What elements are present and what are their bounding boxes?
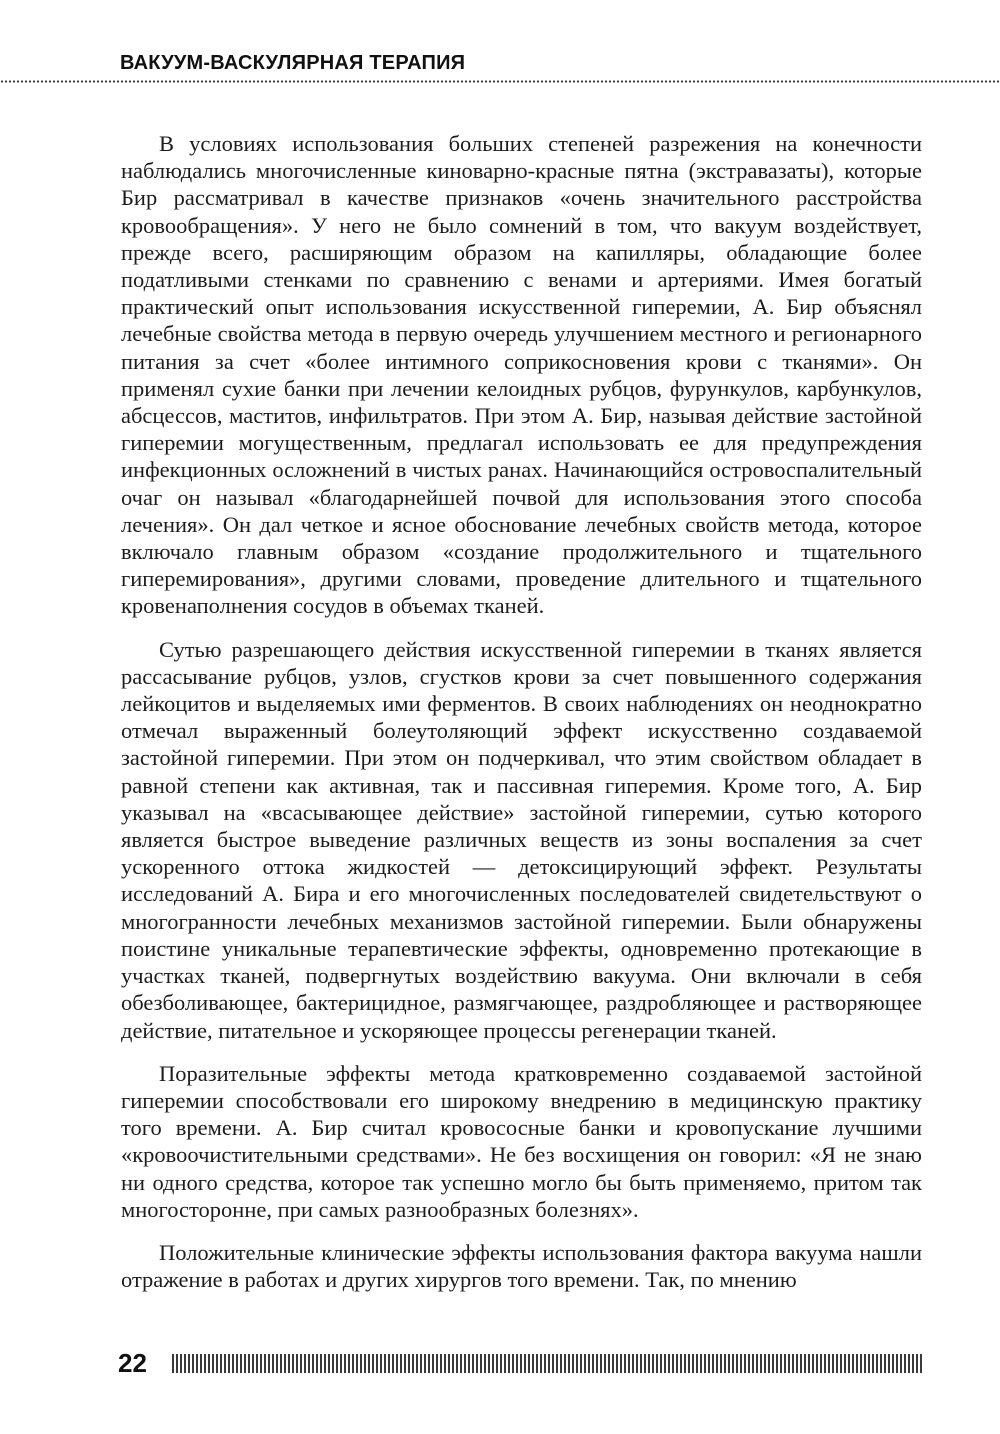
running-title: ВАКУУМ-ВАСКУЛЯРНАЯ ТЕРАПИЯ <box>120 52 466 74</box>
paragraph-3: Поразительные эффекты метода кратковременно создаваемой застойной гиперемии способствовали его широкому внедрению в медицинскую практику того времени. А. Бир считал кровососные банки и кровопускание лучшими «кровоочистительными средствами». Не без восхищения он говорил: «Я не знаю ни одного средства, которое так успешно могло бы быть применяемо, притом так многосторонне, при самых разнообразных болезнях». <box>121 1060 922 1222</box>
header-dotted-rule <box>0 80 1000 83</box>
paragraph-4: Положительные клинические эффекты использования фактора вакуума нашли отражение в работах и других хирургов того времени. Так, по мнению <box>121 1239 922 1293</box>
paragraph-1: В условиях использования больших степеней разрежения на конечности наблюдались многочисленные киноварно-красные пятна (экстравазаты), которые Бир рассматривал в качестве признаков «очень значительного расстройства кровообращения». У него не было сомнений в том, что вакуум воздействует, прежде всего, расширяющим образом на капилляры, обладающие более податливыми стенками по сравнению с венами и артериями. Имея богатый практический опыт использования искусственной гиперемии, А. Бир объяснял лечебные свойства метода в первую очередь улучшением местного и регионарного питания за счет «более интимного соприкосновения крови с тканями». Он применял сухие банки при лечении келоидных рубцов, фурункулов, карбункулов, абсцессов, маститов, инфильтратов. При этом А. Бир, называя действие застойной гиперемии могущественным, предлагал использовать ее для предупреждения инфекционных осложнений в чистых ранах. Начинающийся островоспалительный очаг он называл «благодарнейшей почвой для использования этого способа лечения». Он дал четкое и ясное обоснование лечебных свойств метода, которое включало главным образом «создание продолжительного и тщательного гиперемирования», другими словами, проведение длительного и тщательного кровенаполнения сосудов в объемах тканей. <box>121 131 922 619</box>
paragraph-2: Сутью разрешающего действия искусственной гиперемии в тканях является рассасывание рубцов, узлов, сгустков крови за счет повышенного содержания лейкоцитов и выделяемых ими ферментов. В своих наблюдениях он неоднократно отмечал выраженный болеутоляющий эффект искусственно создаваемой застойной гиперемии. При этом он подчеркивал, что этим свойством обладает в равной степени как активная, так и пассивная гиперемия. Кроме того, А. Бир указывал на «всасывающее действие» застойной гиперемии, сутью которого является быстрое выведение различных веществ из зоны воспаления за счет ускоренного оттока жидкостей — детоксицирующий эффект. Результаты исследований А. Бира и его многочисленных последователей свидетельствуют о многогранности лечебных механизмов застойной гиперемии. Были обнаружены поистине уникальные терапевтические эффекты, одновременно протекающие в участках тканей, подвергнутых воздействию вакуума. Они включали в себя обезболивающее, бактерицидное, размягчающее, раздробляющее и растворяющее действие, питательное и ускоряющее процессы регенерации тканей. <box>121 636 922 1043</box>
body-text <box>121 130 922 1293</box>
footer-barcode-strip <box>172 1354 924 1373</box>
page-number: 22 <box>118 1348 147 1378</box>
